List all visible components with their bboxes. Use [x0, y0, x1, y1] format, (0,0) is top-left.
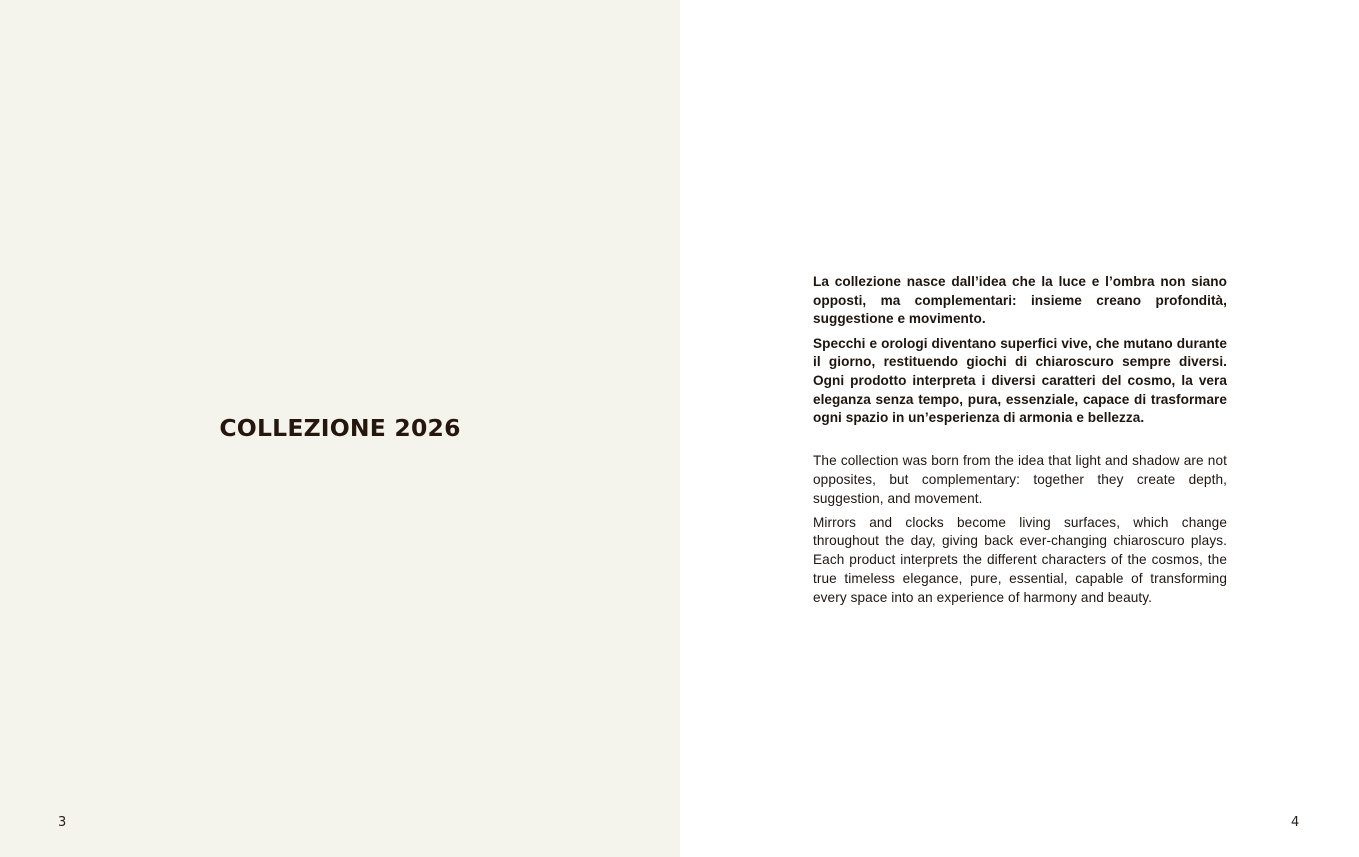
description-column — [813, 273, 1227, 607]
collection-title: COLLEZIONE 2026 — [219, 414, 461, 442]
italian-paragraph-2: Specchi e orologi diventano superfici vive, che mutano durante il giorno, restituendo giochi di chiaroscuro sempre diversi. Ogni prodotto interpreta i diversi caratteri del cosmo, la vera eleganza senza tempo, pura, essenziale, capace di trasformare ogni spazio in un’esperienza di armonia e bellezza. — [813, 335, 1227, 426]
english-paragraph-2: Mirrors and clocks become living surfaces, which change throughout the day, giving back ever-changing chiaroscuro plays. Each product interprets the different characters of the cosmos, the true timeless elegance, pure, essential, capable of transforming every space into an experience of harmony and beauty. — [813, 514, 1227, 605]
language-spacer — [813, 428, 1227, 452]
right-page — [680, 0, 1359, 857]
page-number-right: 4 — [1291, 815, 1300, 830]
italian-paragraph-1: La collezione nasce dall’idea che la luce e l’ombra non siano opposti, ma complementari: insieme creano profondità, suggestione e movimento. — [813, 274, 1227, 327]
english-paragraph-1: The collection was born from the idea that light and shadow are not opposites, but complementary: together they create depth, suggestion, and movement. — [813, 453, 1227, 506]
page-number-left: 3 — [58, 815, 67, 830]
